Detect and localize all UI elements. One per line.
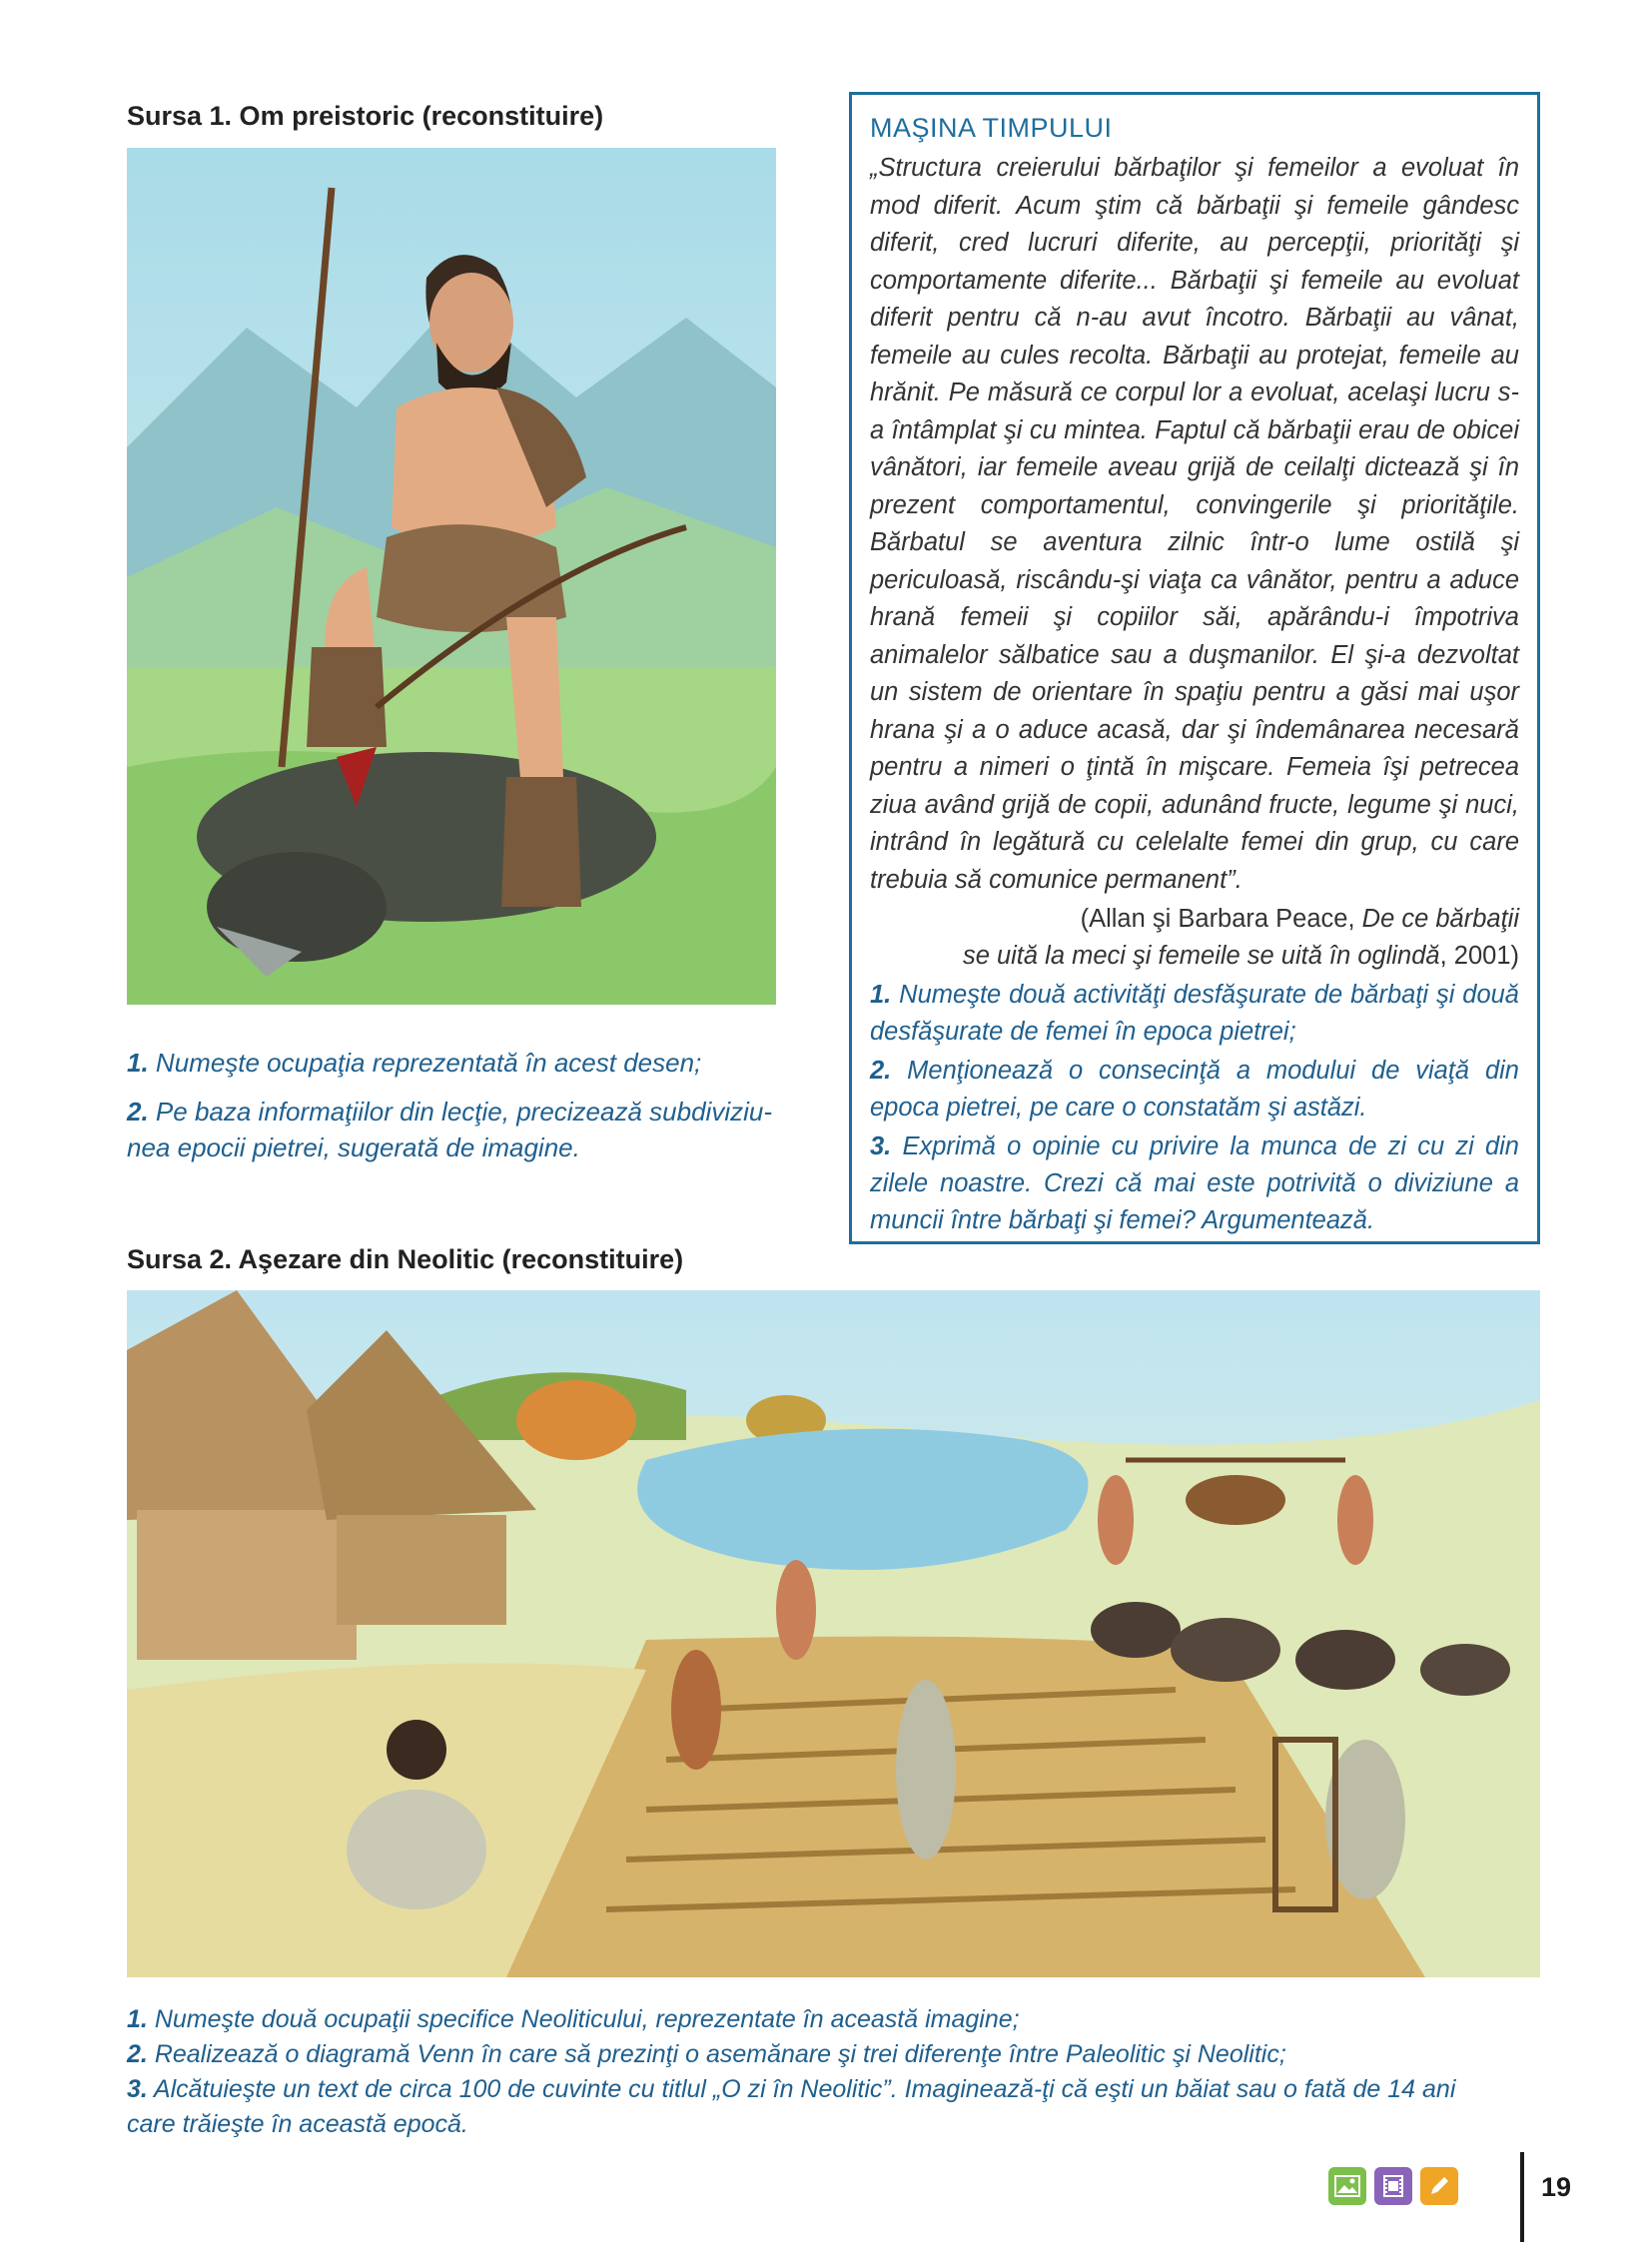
page-number: 19 [1541, 2172, 1572, 2202]
question-number: 1. [870, 981, 892, 1009]
source2-question-2 [127, 2037, 1545, 2072]
question-number: 2. [127, 1097, 149, 1126]
source1-question-2 [127, 1094, 806, 1165]
question-text: Numeşte ocupaţia reprezentată în acest desen; [155, 1048, 702, 1078]
citation-year: , 2001) [1439, 942, 1519, 970]
question-number: 2. [127, 2040, 148, 2068]
question-text: Numeşte două activităţi desfăşurate de bărbaţi şi două desfăşurate de femei în epoca pietrei; [870, 981, 1519, 1046]
question-number: 3. [870, 1132, 892, 1160]
question-number: 1. [127, 1048, 149, 1078]
question-text: Realizează o diagramă Venn în care să prezinţi o asemănare şi trei diferenţe între Paleolitic şi Neolitic; [154, 2040, 1286, 2068]
question-text: Alcătuieşte un text de circa 100 de cuvinte cu titlul „O zi în Neolitic”. Imaginează-ţi că eşti un băiat sau o fată de 14 ani [153, 2075, 1456, 2103]
source2-question-1 [127, 2002, 1545, 2037]
video-icon[interactable] [1374, 2167, 1412, 2205]
pencil-icon[interactable] [1420, 2167, 1458, 2205]
time-machine-question-1 [870, 977, 1519, 1051]
time-machine-quote: „Structura creierului bărbaţilor şi femeilor a evoluat în mod diferit. Acum ştim că bărbaţii şi femeile gândesc diferit, cred lucruri diferite, au percepţii, priorităţi şi comportamente diferite... Bărbaţii şi femeile au evoluat diferit pentru că n-au avut încotro. Bărbaţii au vânat, femeile au cules recolta. Bărbaţii au protejat, femeile au hrănit. Pe măsură ce corpul lor a evoluat, acelaşi lucru s-a întâmplat şi cu mintea. Faptul că bărbaţii erau de obicei vânători, iar femeile aveau grijă de ceilalţi dictează şi în prezent comportamentul, convingerile şi priorităţile. Bărbatul se aventura zilnic într-o lume ostilă şi periculoasă, riscându-şi viaţa ca vânător, pentru a aduce hrană femeii şi copiilor săi, apărându-i împotriva animalelor sălbatice sau a duşmanilor. El şi-a dezvoltat un sistem de orientare în spaţiu pentru a găsi mai uşor hrana şi a o aduce acasă, dar şi îndemânarea necesară pentru a nimeri o ţintă în mişcare. Femeia îşi petrecea ziua având grijă de copii, adunând fructe, legume şi nuci, intrând în legătură cu celelalte femei din grup, cu care trebuia să comunice permanent”. [870, 154, 1519, 894]
source2-title: Sursa 2. Aşezare din Neolitic (reconstituire) [127, 1244, 684, 1274]
question-text: Pe baza informaţiilor din lecţie, precizează subdiviziu- [155, 1097, 772, 1126]
page-number-divider [1520, 2152, 1524, 2242]
question-text: nea epocii pietrei, sugerată de imagine. [127, 1132, 580, 1162]
image-icon[interactable] [1328, 2167, 1366, 2205]
citation-authors: (Allan şi Barbara Peace, [1080, 905, 1362, 933]
source2-question-3 [127, 2072, 1565, 2142]
question-text: Numeşte două ocupaţii specifice Neoliticului, reprezentate în această imagine; [154, 2005, 1020, 2033]
source1-title: Sursa 1. Om preistoric (reconstituire) [127, 101, 604, 131]
time-machine-title: MAŞINA TIMPULUI [870, 113, 1113, 143]
citation [870, 901, 1519, 975]
question-number: 1. [127, 2005, 148, 2033]
citation-title: De ce bărbaţii [1361, 905, 1519, 933]
prehistoric-man-illustration [127, 148, 776, 1005]
time-machine-box [849, 92, 1540, 1244]
time-machine-question-3 [870, 1128, 1519, 1239]
question-number: 3. [127, 2075, 148, 2103]
neolithic-settlement-illustration [127, 1290, 1540, 1977]
time-machine-question-2 [870, 1053, 1519, 1126]
question-text: Exprimă o opinie cu privire la munca de zi cu zi din zilele noastre. Crezi că mai este potrivită o diviziune a muncii între bărbaţi şi femei? Argumentează. [870, 1132, 1519, 1234]
question-text: care trăieşte în această epocă. [127, 2110, 468, 2138]
source1-question-1 [127, 1045, 786, 1081]
question-text: Menţionează o consecinţă a modului de viaţă din epoca pietrei, pe care o constatăm şi astăzi. [870, 1057, 1519, 1121]
question-number: 2. [870, 1057, 892, 1085]
citation-title: se uită la meci şi femeile se uită în oglindă [962, 942, 1440, 970]
